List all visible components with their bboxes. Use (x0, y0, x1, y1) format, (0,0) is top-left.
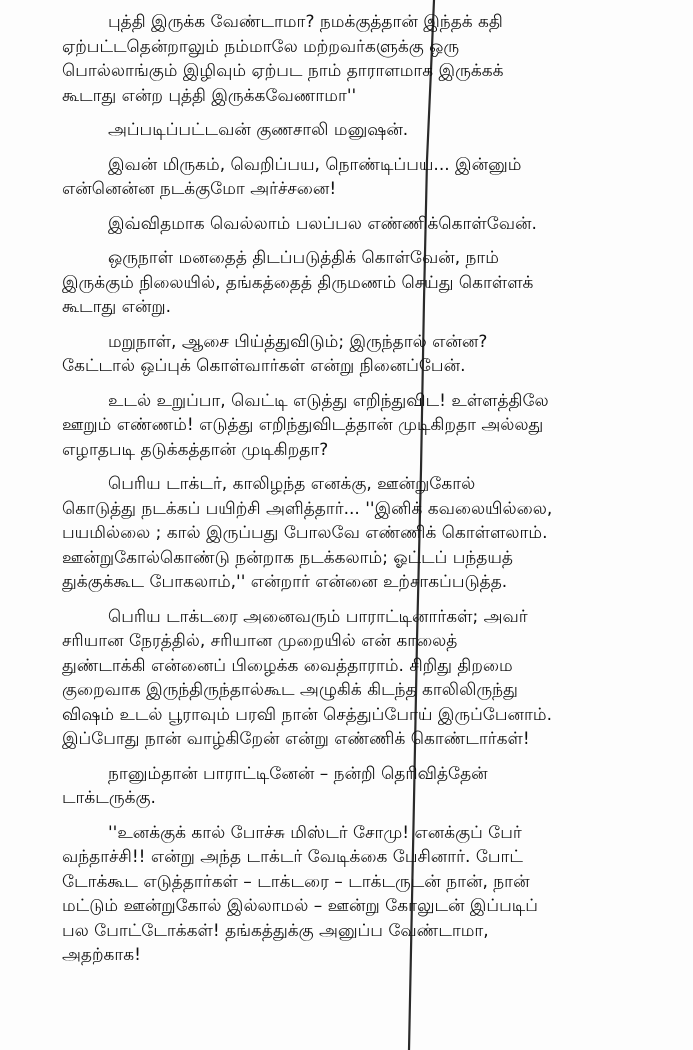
text-line: மட்டும் ஊன்றுகோல் இல்லாமல் – ஊன்று கோலுடன் இப்படிப் (62, 896, 538, 916)
text-line: அப்படிப்பட்டவன் குணசாலி மனுஷன். (108, 120, 409, 140)
paragraph (62, 246, 654, 320)
text-line: பொல்லாங்கும் இழிவும் ஏற்பட நாம் தாராளமாக இருக்கக் (62, 61, 504, 81)
text-line: பயமில்லை ; கால் இருப்பது போலவே எண்ணிக் கொள்ளலாம். (62, 523, 548, 543)
text-line: குறைவாக இருந்திருந்தால்கூட அழுகிக் கிடந்த காலிலிருந்து (62, 680, 518, 700)
text-line: கூடாது என்ற புத்தி இருக்கவேணாமா'' (62, 85, 357, 106)
text-line: இப்போது நான் வாழ்கிறேன் என்று எண்ணிக் கொண்டார்கள்! (62, 729, 530, 749)
text-line: துண்டாக்கி என்னைப் பிழைக்க வைத்தாராம். சிறிது திறமை (62, 655, 513, 676)
text-line: பெரிய டாக்டரை அனைவரும் பாராட்டினார்கள்; அவர் (108, 606, 528, 627)
paragraph (62, 212, 654, 237)
text-line: ''உனக்குக் கால் போச்சு மிஸ்டர் சோமு! எனக்குப் பேர் (108, 822, 522, 843)
text-line: ஏற்பட்டதென்றாலும் நம்மாலே மற்றவர்களுக்கு ஒரு (62, 36, 460, 57)
text-line: கேட்டால் ஒப்புக் கொள்வார்கள் என்று நினைப்பேன். (62, 356, 466, 376)
text-line: வந்தாச்சி!! என்று அந்த டாக்டர் வேடிக்கை பேசினார். போட் (62, 847, 523, 867)
text-line: பெரிய டாக்டர், காலிழந்த எனக்கு, ஊன்றுகோல் (108, 474, 476, 494)
text-line: ஊன்றுகோல்கொண்டு நன்றாக நடக்கலாம்; ஓட்டப் பந்தயத் (62, 547, 513, 568)
text-line: இருக்கும் நிலையில், தங்கத்தைத் திருமணம் செய்து கொள்ளக் (62, 272, 534, 293)
paragraph (62, 472, 654, 595)
paragraph (62, 605, 654, 752)
text-line: டோக்கூட எடுத்தார்கள் – டாக்டரை – டாக்டருடன் நான், நான் (62, 871, 530, 892)
text-line: உடல் உறுப்பா, வெட்டி எடுத்து எறிந்துவிட! உள்ளத்திலே (108, 390, 549, 411)
text-line: டாக்டருக்கு. (62, 788, 156, 808)
paragraph (62, 389, 654, 463)
body-text (62, 10, 654, 968)
paragraph (62, 821, 654, 968)
text-line: ஊறும் எண்ணம்! எடுத்து எறிந்துவிடத்தான் முடிகிறதா அல்லது (62, 415, 544, 435)
paragraph (62, 118, 654, 143)
text-line: எழாதபடி தடுக்கத்தான் முடிகிறதா? (62, 439, 329, 460)
paragraph (62, 10, 654, 108)
text-line: ஒருநாள் மனதைத் திடப்படுத்திக் கொள்வேன், நாம் (108, 248, 499, 268)
paragraph (62, 762, 654, 811)
text-line: இவன் மிருகம், வெறிப்பய, நொண்டிப்பய... இன்னும் (108, 154, 522, 175)
text-line: பல போட்டோக்கள்! தங்கத்துக்கு அனுப்ப வேண்டாமா, (62, 920, 489, 941)
text-line: துக்குக்கூட போகலாம்,'' என்றார் என்னை உற்சாகப்படுத்த. (62, 572, 508, 592)
paragraph (62, 153, 654, 202)
text-line: விஷம் உடல் பூராவும் பரவி நான் செத்துப்போய் இருப்பேனாம். (62, 704, 552, 725)
text-line: கொடுத்து நடக்கப் பயிற்சி அளித்தார்... ''இனிக் கவலையில்லை, (62, 498, 553, 519)
text-line: நானும்தான் பாராட்டினேன் – நன்றி தெரிவித்தேன் (108, 763, 488, 784)
text-line: மறுநாள், ஆசை பிய்த்துவிடும்; இருந்தால் என்ன? (108, 331, 488, 352)
text-line: என்னென்ன நடக்குமோ அர்ச்சனை! (62, 179, 337, 199)
text-line: இவ்விதமாக வெல்லாம் பலப்பல எண்ணிக்கொள்வேன். (108, 213, 537, 234)
text-line: புத்தி இருக்க வேண்டாமா? நமக்குத்தான் இந்தக் கதி (108, 12, 503, 32)
paragraph (62, 330, 654, 379)
text-line: அதற்காக! (62, 945, 141, 965)
text-line: சரியான நேரத்தில், சரியான முறையில் என் காலைத் (62, 631, 458, 651)
text-line: கூடாது என்று. (62, 297, 171, 317)
